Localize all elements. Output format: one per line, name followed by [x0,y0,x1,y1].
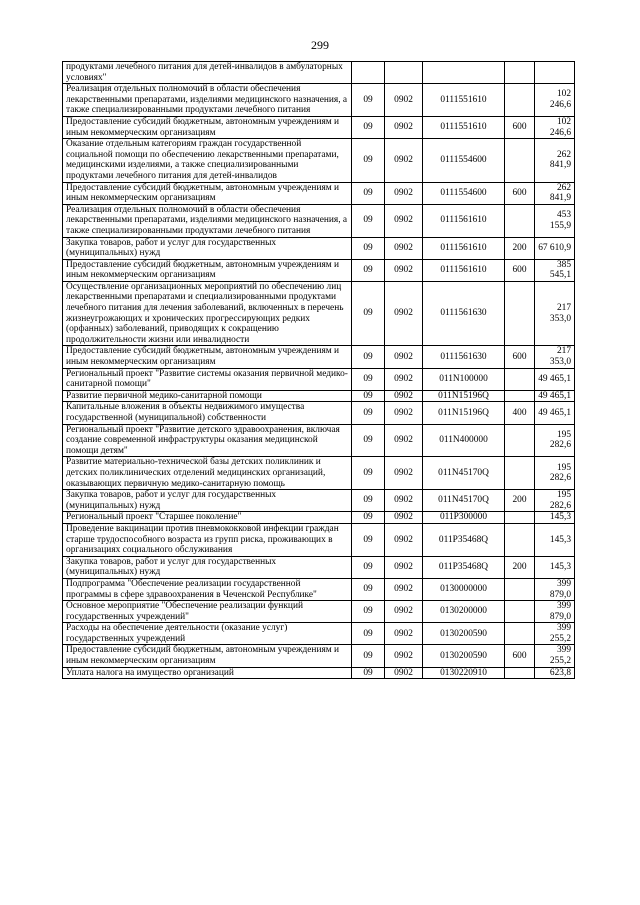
row-target-cell: 011N400000 [423,424,505,457]
row-section-cell: 09 [352,281,385,346]
row-expense-type-cell [505,204,535,237]
row-target-cell: 011P35468Q [423,523,505,556]
row-subsection-cell: 0902 [385,402,423,424]
table-row [63,457,575,490]
row-name-cell: Предоставление субсидий бюджетным, автономным учреждениям и иным некоммерческим организациям [63,116,352,138]
row-target-cell: 0111561630 [423,281,505,346]
row-amount-cell: 195 282,6 [535,490,575,512]
row-expense-type-cell: 400 [505,402,535,424]
row-expense-type-cell: 600 [505,116,535,138]
row-expense-type-cell [505,84,535,117]
row-expense-type-cell [505,281,535,346]
row-amount-cell: 385 545,1 [535,259,575,281]
table-row [63,62,575,84]
row-expense-type-cell [505,512,535,524]
row-section-cell: 09 [352,139,385,182]
row-expense-type-cell: 200 [505,490,535,512]
row-section-cell: 09 [352,368,385,390]
row-name-cell: Реализация отдельных полномочий в области обеспечения лекарственными препаратами, изделиями медицинского назначения, а также специализированными продуктами лечебного питания [63,204,352,237]
row-name-cell: Реализация отдельных полномочий в области обеспечения лекарственными препаратами, изделиями медицинского назначения, а также специализированными продуктами лечебного питания [63,84,352,117]
row-amount-cell: 217 353,0 [535,346,575,368]
row-target-cell: 011N100000 [423,368,505,390]
row-expense-type-cell [505,62,535,84]
row-section-cell: 09 [352,237,385,259]
row-section-cell: 09 [352,623,385,645]
row-target-cell: 0130200590 [423,623,505,645]
row-subsection-cell: 0902 [385,424,423,457]
table-row [63,281,575,346]
row-name-cell: Закупка товаров, работ и услуг для государственных (муниципальных) нужд [63,556,352,578]
row-expense-type-cell [505,523,535,556]
row-name-cell: Осуществление организационных мероприятий по обеспечению лиц лекарственными препаратами и специализированными продуктами лечебного питания для лечения заболеваний, включенных в перечень жизнеугрожающих и хронических прогрессирующих редких (орфанных) заболеваний, приводящих к сокращению продолжительности жизни или инвалидности [63,281,352,346]
row-subsection-cell: 0902 [385,645,423,667]
row-target-cell: 0111561630 [423,346,505,368]
row-amount-cell: 49 465,1 [535,402,575,424]
table-row [63,346,575,368]
row-amount-cell: 145,3 [535,556,575,578]
row-expense-type-cell: 600 [505,645,535,667]
row-section-cell: 09 [352,578,385,600]
row-section-cell: 09 [352,667,385,679]
row-subsection-cell: 0902 [385,116,423,138]
row-section-cell: 09 [352,182,385,204]
row-expense-type-cell [505,368,535,390]
row-section-cell: 09 [352,457,385,490]
row-subsection-cell: 0902 [385,523,423,556]
row-target-cell: 0111561610 [423,259,505,281]
row-name-cell: Уплата налога на имущество организаций [63,667,352,679]
row-amount-cell: 102 246,6 [535,84,575,117]
row-target-cell: 011N45170Q [423,457,505,490]
table-row [63,116,575,138]
row-target-cell: 011P300000 [423,512,505,524]
budget-table-body [63,62,575,679]
row-amount-cell: 195 282,6 [535,457,575,490]
row-subsection-cell: 0902 [385,237,423,259]
row-name-cell: Основное мероприятие "Обеспечение реализации функций государственных учреждений" [63,601,352,623]
row-target-cell: 011N15196Q [423,402,505,424]
row-name-cell: Предоставление субсидий бюджетным, автономным учреждениям и иным некоммерческим организациям [63,346,352,368]
row-name-cell: Предоставление субсидий бюджетным, автономным учреждениям и иным некоммерческим организациям [63,259,352,281]
row-expense-type-cell: 200 [505,237,535,259]
row-name-cell: Региональный проект "Развитие детского здравоохранения, включая создание современной инфраструктуры оказания медицинской помощи детям" [63,424,352,457]
row-name-cell: Подпрограмма "Обеспечение реализации государственной программы в сфере здравоохранения в Чеченской Республике" [63,578,352,600]
row-amount-cell: 145,3 [535,523,575,556]
row-expense-type-cell [505,601,535,623]
table-row [63,601,575,623]
row-section-cell [352,62,385,84]
row-subsection-cell: 0902 [385,368,423,390]
row-expense-type-cell [505,578,535,600]
row-subsection-cell [385,62,423,84]
table-row [63,390,575,402]
row-section-cell: 09 [352,204,385,237]
row-section-cell: 09 [352,490,385,512]
row-target-cell: 0111554600 [423,139,505,182]
row-amount-cell [535,62,575,84]
row-target-cell: 0130000000 [423,578,505,600]
row-section-cell: 09 [352,259,385,281]
budget-table [62,61,575,679]
row-name-cell: продуктами лечебного питания для детей-инвалидов в амбулаторных условиях" [63,62,352,84]
row-section-cell: 09 [352,84,385,117]
row-subsection-cell: 0902 [385,346,423,368]
row-name-cell: Предоставление субсидий бюджетным, автономным учреждениям и иным некоммерческим организациям [63,645,352,667]
row-amount-cell: 217 353,0 [535,281,575,346]
table-row [63,237,575,259]
row-amount-cell: 399 255,2 [535,623,575,645]
row-expense-type-cell [505,623,535,645]
row-expense-type-cell: 600 [505,259,535,281]
row-amount-cell: 399 879,0 [535,578,575,600]
row-amount-cell: 262 841,9 [535,182,575,204]
table-row [63,623,575,645]
row-subsection-cell: 0902 [385,556,423,578]
table-row [63,424,575,457]
row-target-cell: 011N15196Q [423,390,505,402]
row-subsection-cell: 0902 [385,139,423,182]
row-expense-type-cell [505,667,535,679]
row-target-cell: 0130200000 [423,601,505,623]
row-subsection-cell: 0902 [385,623,423,645]
table-row [63,523,575,556]
row-target-cell: 011P35468Q [423,556,505,578]
row-name-cell: Закупка товаров, работ и услуг для государственных (муниципальных) нужд [63,490,352,512]
page-number: 299 [311,38,329,52]
row-section-cell: 09 [352,512,385,524]
row-subsection-cell: 0902 [385,281,423,346]
row-target-cell: 0111561610 [423,237,505,259]
row-amount-cell: 623,8 [535,667,575,679]
row-subsection-cell: 0902 [385,390,423,402]
row-target-cell: 0130220910 [423,667,505,679]
row-section-cell: 09 [352,601,385,623]
row-expense-type-cell: 200 [505,556,535,578]
row-amount-cell: 399 255,2 [535,645,575,667]
row-target-cell: 0111561610 [423,204,505,237]
table-row [63,368,575,390]
table-row [63,667,575,679]
row-subsection-cell: 0902 [385,578,423,600]
row-subsection-cell: 0902 [385,84,423,117]
table-row [63,578,575,600]
row-subsection-cell: 0902 [385,259,423,281]
row-expense-type-cell: 600 [505,346,535,368]
table-row [63,512,575,524]
row-name-cell: Расходы на обеспечение деятельности (оказание услуг) государственных учреждений [63,623,352,645]
table-row [63,259,575,281]
row-expense-type-cell [505,424,535,457]
row-target-cell: 011N45170Q [423,490,505,512]
row-expense-type-cell [505,139,535,182]
row-subsection-cell: 0902 [385,601,423,623]
row-name-cell: Проведение вакцинации против пневмококковой инфекции граждан старше трудоспособного возраста из групп риска, проживающих в организациях социального обслуживания [63,523,352,556]
row-target-cell: 0130200590 [423,645,505,667]
table-row [63,645,575,667]
row-subsection-cell: 0902 [385,182,423,204]
row-expense-type-cell [505,457,535,490]
row-subsection-cell: 0902 [385,204,423,237]
row-name-cell: Закупка товаров, работ и услуг для государственных (муниципальных) нужд [63,237,352,259]
row-expense-type-cell: 600 [505,182,535,204]
row-target-cell: 0111551610 [423,116,505,138]
row-subsection-cell: 0902 [385,512,423,524]
row-amount-cell: 67 610,9 [535,237,575,259]
table-row [63,402,575,424]
row-name-cell: Региональный проект "Старшее поколение" [63,512,352,524]
row-subsection-cell: 0902 [385,457,423,490]
row-section-cell: 09 [352,390,385,402]
row-name-cell: Развитие материально-технической базы детских поликлиник и детских поликлинических отделений медицинских организаций, оказывающих первичную медико-санитарную помощь [63,457,352,490]
row-amount-cell: 145,3 [535,512,575,524]
row-name-cell: Оказание отдельным категориям граждан государственной социальной помощи по обеспечению лекарственными препаратами, медицинскими изделиями, а также специализированными продуктами лечебного питания для детей-инвалидов [63,139,352,182]
row-amount-cell: 399 879,0 [535,601,575,623]
row-target-cell [423,62,505,84]
row-name-cell: Региональный проект "Развитие системы оказания первичной медико-санитарной помощи" [63,368,352,390]
table-row [63,84,575,117]
row-section-cell: 09 [352,523,385,556]
row-section-cell: 09 [352,424,385,457]
row-subsection-cell: 0902 [385,667,423,679]
table-row [63,204,575,237]
table-row [63,490,575,512]
row-section-cell: 09 [352,645,385,667]
row-section-cell: 09 [352,402,385,424]
row-section-cell: 09 [352,346,385,368]
row-section-cell: 09 [352,116,385,138]
table-row [63,556,575,578]
row-amount-cell: 453 155,9 [535,204,575,237]
row-section-cell: 09 [352,556,385,578]
row-name-cell: Капитальные вложения в объекты недвижимого имущества государственной (муниципальной) собственности [63,402,352,424]
row-subsection-cell: 0902 [385,490,423,512]
row-amount-cell: 102 246,6 [535,116,575,138]
row-target-cell: 0111551610 [423,84,505,117]
row-target-cell: 0111554600 [423,182,505,204]
row-name-cell: Развитие первичной медико-санитарной помощи [63,390,352,402]
row-amount-cell: 195 282,6 [535,424,575,457]
row-amount-cell: 49 465,1 [535,390,575,402]
table-row [63,182,575,204]
row-name-cell: Предоставление субсидий бюджетным, автономным учреждениям и иным некоммерческим организациям [63,182,352,204]
row-amount-cell: 49 465,1 [535,368,575,390]
row-amount-cell: 262 841,9 [535,139,575,182]
row-expense-type-cell [505,390,535,402]
table-row [63,139,575,182]
